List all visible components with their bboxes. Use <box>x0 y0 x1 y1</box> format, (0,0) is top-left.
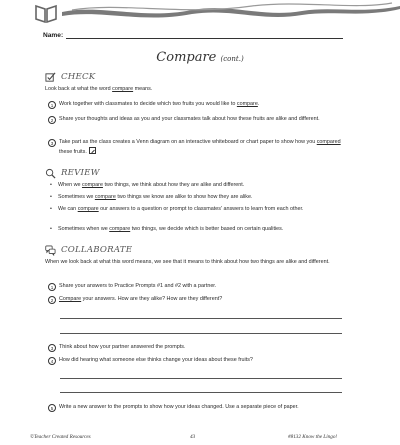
collaborate-step-5: 5 Write a new answer to the prompts to show how your ideas changed. Use a separate piece of paper. <box>48 404 344 412</box>
answer-line[interactable] <box>60 378 342 379</box>
check-heading: CHECK <box>45 71 95 83</box>
review-heading: REVIEW <box>45 167 100 179</box>
check-intro: Look back at what the word compare means. <box>45 86 153 92</box>
page-title <box>0 50 400 65</box>
name-label: Name: <box>43 32 64 39</box>
step-number: 4 <box>48 357 56 365</box>
collaborate-step-1: 1 Share your answers to Practice Prompts #1 and #2 with a partner. <box>48 283 344 291</box>
answer-line[interactable] <box>60 318 342 319</box>
answer-line[interactable] <box>60 392 342 393</box>
review-bullet-3: • We can compare our answers to a question or prompt to classmates' answers to learn from each other. <box>50 206 342 214</box>
step-number: 1 <box>48 101 56 109</box>
step-number: 2 <box>48 296 56 304</box>
review-bullet-1: • When we compare two things, we think about how they are alike and different. <box>50 182 342 190</box>
name-row <box>43 29 343 39</box>
step-number: 3 <box>48 344 56 352</box>
checkbox-icon <box>45 72 56 83</box>
title-main: Compare <box>156 50 217 65</box>
step-number: 2 <box>48 116 56 124</box>
magnifier-icon <box>45 168 56 179</box>
review-bullet-4: • Sometimes when we compare two things, we decide which is better based on certain qualities. <box>50 226 342 234</box>
footer-page-number: 43 <box>190 434 196 440</box>
review-bullet-2: • Sometimes we compare two things we know are alike to show how they are alike. <box>50 194 342 202</box>
collaborate-step-3: 3 Think about how your partner answered the prompts. <box>48 344 344 352</box>
collaborate-step-2: 2 Compare your answers. How are they alike? How are they different? <box>48 296 344 304</box>
step-number: 3 <box>48 139 56 147</box>
open-book-icon <box>34 3 58 23</box>
title-suffix: (cont.) <box>220 55 244 63</box>
name-line[interactable] <box>66 32 343 39</box>
step-number: 5 <box>48 404 56 412</box>
footer-book-title: #8132 Know the Lingo! <box>288 434 338 440</box>
speech-bubbles-icon <box>45 245 56 256</box>
footer-copyright: ©Teacher Created Resources <box>30 434 91 440</box>
step-number: 1 <box>48 283 56 291</box>
header-swoosh <box>62 0 400 22</box>
collaborate-intro: When we look back at what this word means, we see that it means to think about how two things are alike and different. <box>45 259 330 265</box>
check-step-2: 2 Share your thoughts and ideas as you and your classmates talk about how these fruits are alike and different. <box>48 116 344 124</box>
pencil-note-icon <box>89 147 96 154</box>
collaborate-step-4: 4 How did hearing what someone else thinks change your ideas about these fruits? <box>48 357 344 365</box>
collaborate-heading: COLLABORATE <box>45 244 132 256</box>
check-step-1: 1 Work together with classmates to decide which two fruits you would like to compare. <box>48 101 344 109</box>
check-step-3: 3 Take part as the class creates a Venn diagram on an interactive whiteboard or chart paper to show how you compared these fruits. <box>48 139 344 156</box>
answer-line[interactable] <box>60 333 342 334</box>
